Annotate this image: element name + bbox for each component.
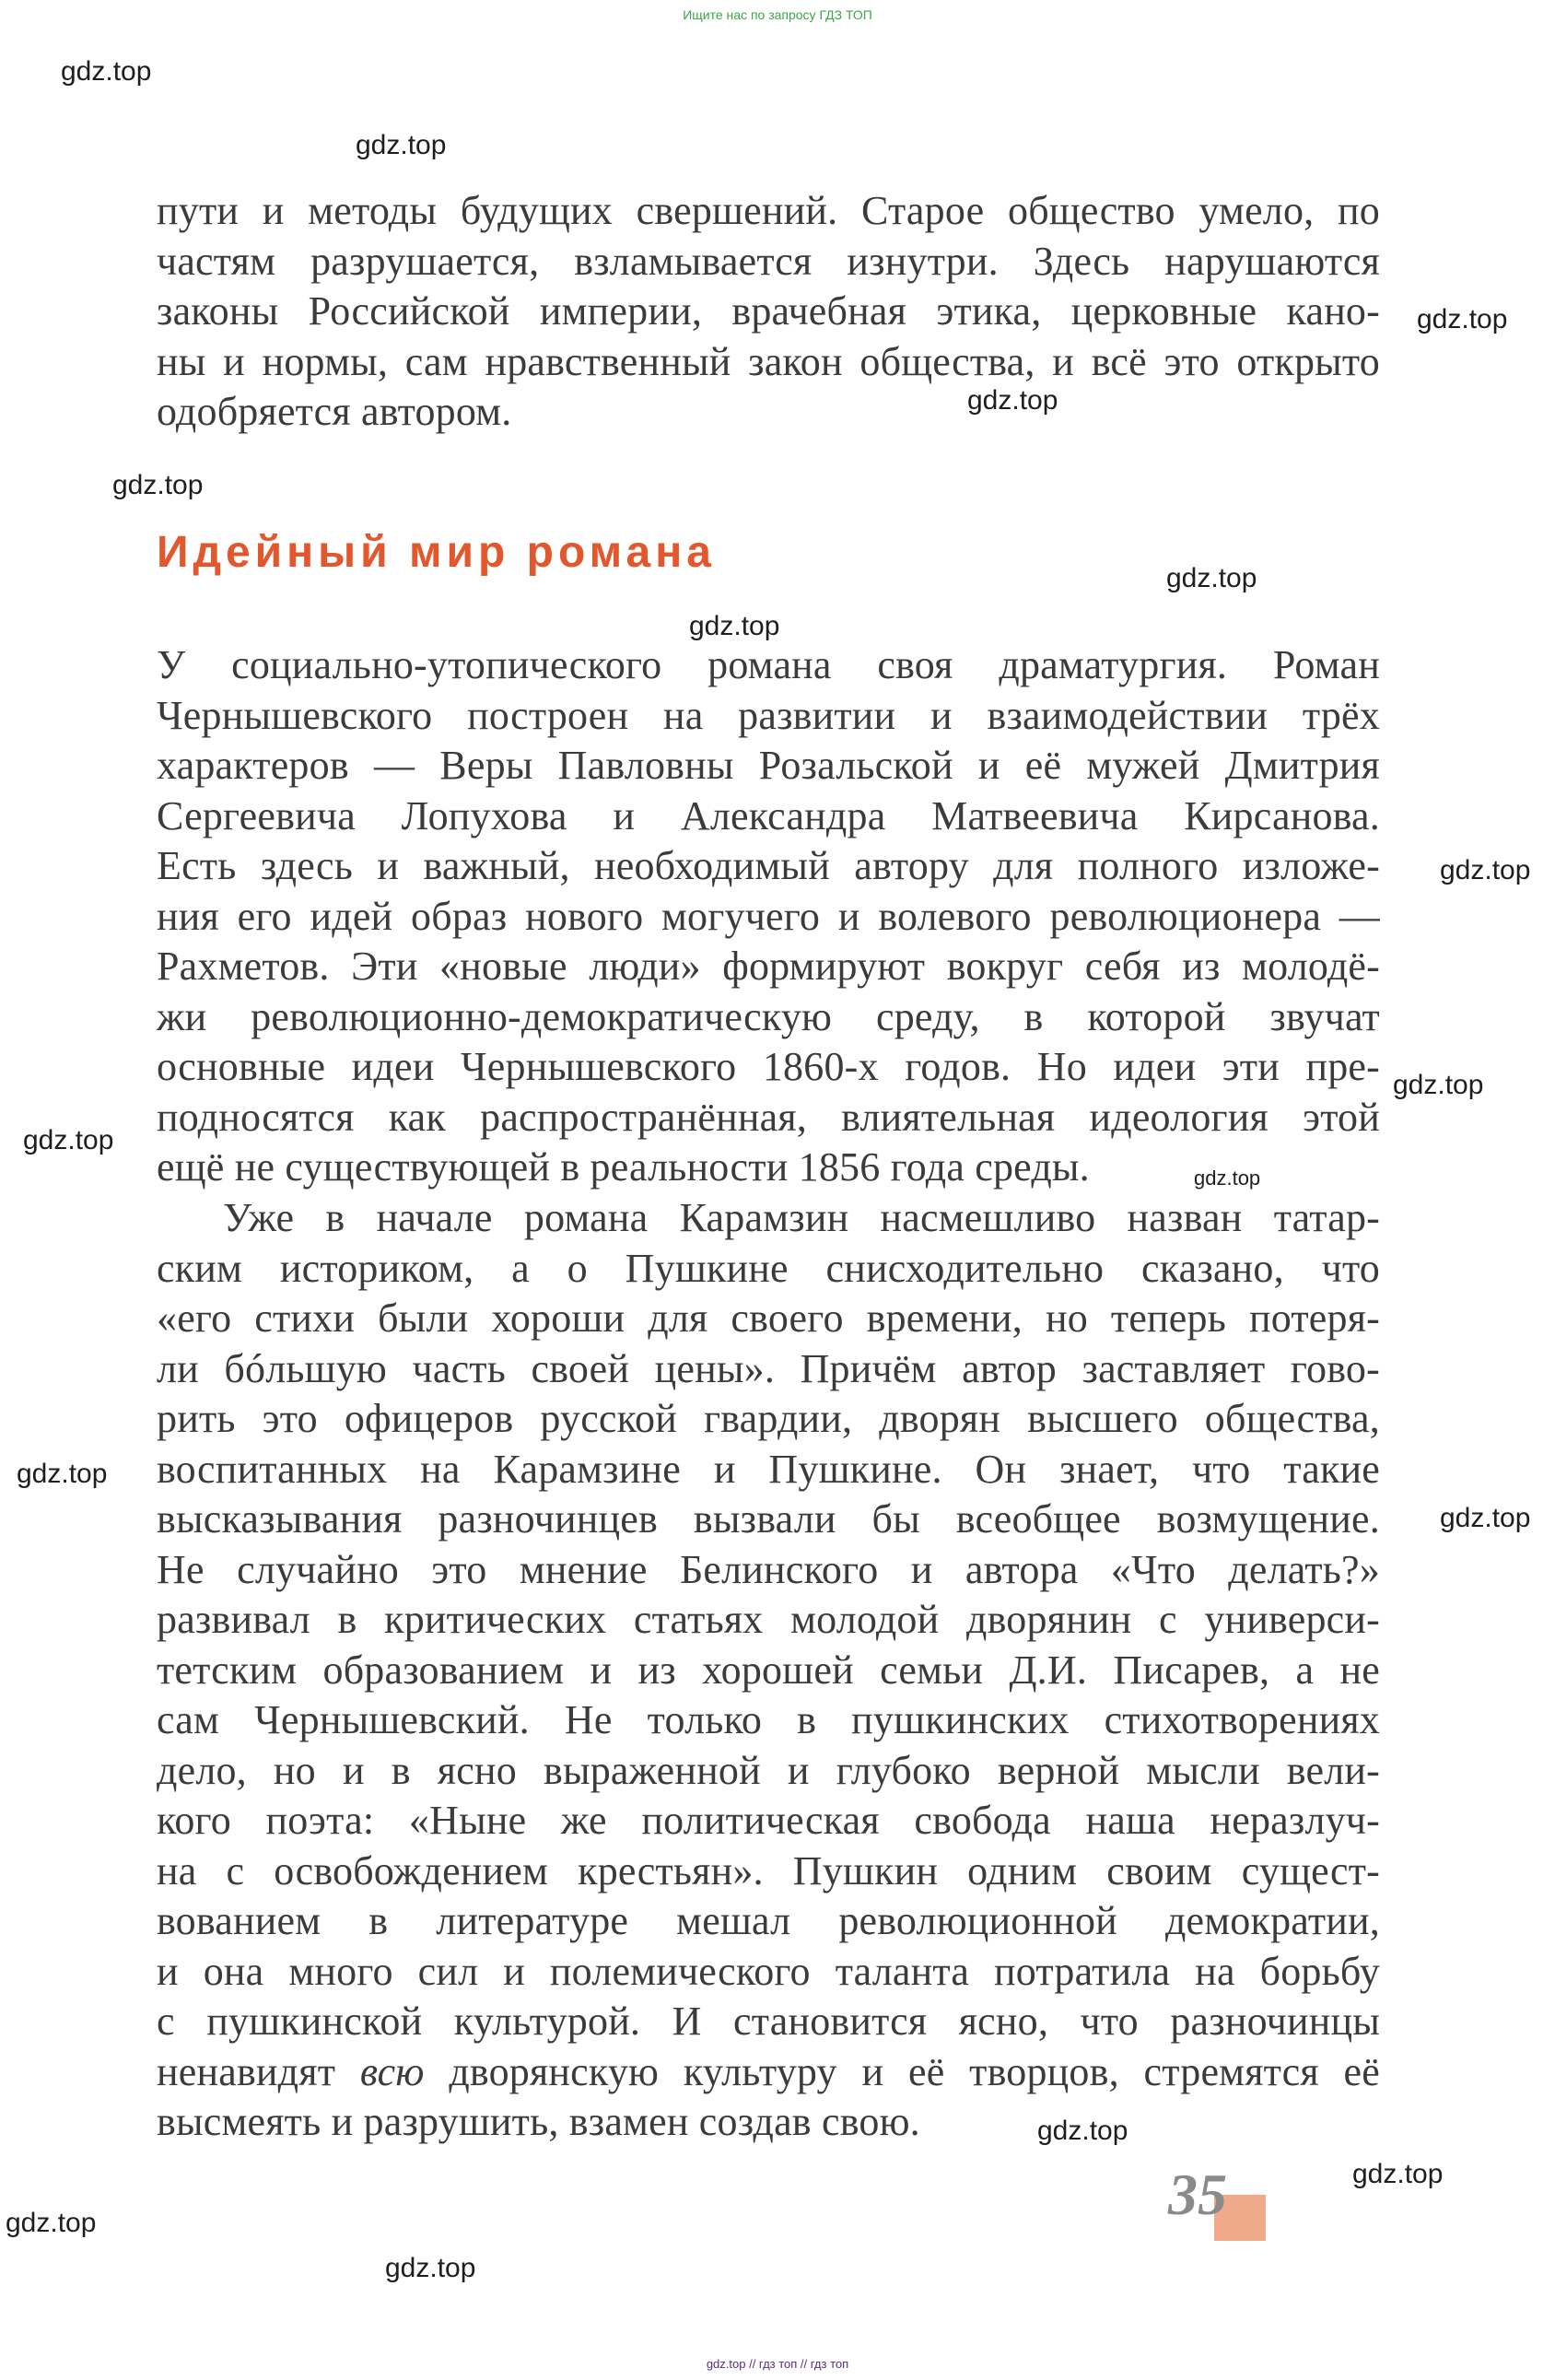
- text-line: вованием в литературе мешал революционной демократии,: [157, 1898, 1380, 1943]
- watermark: gdz.top: [1352, 2159, 1444, 2189]
- text-line: ли бóльшую часть своей цены». Причём автор заставляет гово-: [157, 1345, 1380, 1391]
- text-line: Уже в начале романа Карамзин насмешливо назван татар-: [223, 1195, 1380, 1240]
- text-line: Сергеевича Лопухова и Александра Матвеевича Кирсанова.: [157, 792, 1380, 838]
- text-line: дело, но и в ясно выраженной и глубоко верной мысли вели-: [157, 1747, 1380, 1793]
- paragraph-2: [157, 1193, 1380, 2148]
- text-line: Не случайно это мнение Белинского и автора «Что делать?»: [157, 1546, 1380, 1592]
- text-line: Есть здесь и важный, необходимый автору для полного изложе-: [157, 843, 1380, 888]
- watermark: gdz.top: [1166, 563, 1257, 593]
- text-line: рить это офицеров русской гвардии, дворян высшего общества,: [157, 1396, 1380, 1441]
- text-line: У социально-утопического романа своя драматургия. Роман: [157, 642, 1380, 687]
- text-line: тетским образованием и из хорошей семьи Д.И. Писарев, а не: [157, 1647, 1380, 1693]
- text-line: жи революционно-демократическую среду, в которой звучат: [157, 993, 1380, 1039]
- watermark: gdz.top: [689, 611, 780, 641]
- watermark: gdz.top: [6, 2208, 97, 2238]
- watermark: gdz.top: [1393, 1070, 1484, 1100]
- text-line: высказывания разночинцев вызвали бы всеобщее возмущение.: [157, 1496, 1380, 1542]
- text-line: сам Чернышевский. Не только в пушкинских стихотворениях: [157, 1697, 1380, 1742]
- watermark: gdz.top: [967, 385, 1058, 416]
- watermark: gdz.top: [1194, 1167, 1261, 1190]
- text-line: основные идеи Чернышевского 1860-х годов. Но идеи эти пре-: [157, 1044, 1380, 1089]
- text-line: Чернышевского построен на развитии и взаимодействии трёх: [157, 692, 1380, 738]
- watermark: gdz.top: [356, 130, 447, 160]
- watermark: gdz.top: [1037, 2116, 1128, 2146]
- text-line: ещё не существующей в реальности 1856 года среды.: [157, 1144, 1090, 1190]
- watermark: gdz.top: [112, 470, 204, 500]
- page-number: 35: [1168, 2162, 1227, 2227]
- text-line: характеров — Веры Павловны Розальской и её мужей Дмитрия: [157, 743, 1380, 788]
- text-line: частям разрушается, взламывается изнутри. Здесь нарушаются: [157, 238, 1380, 284]
- watermark: gdz.top: [1440, 1503, 1531, 1533]
- paragraph-1: [157, 640, 1380, 1193]
- text-line: «его стихи были хороши для своего времени, но теперь потеря-: [157, 1296, 1380, 1341]
- emphasis-word: всю: [359, 2048, 425, 2094]
- text-line: высмеять и разрушить, взамен создав свою.: [157, 2099, 920, 2144]
- text-fragment: ненавидят: [157, 2048, 360, 2094]
- text-line: кого поэта: «Ныне же политическая свобода наша неразлуч-: [157, 1798, 1380, 1843]
- watermark: gdz.top: [23, 1125, 114, 1155]
- watermark: gdz.top: [1440, 855, 1531, 885]
- text-line: развивал в критических статьях молодой дворянин с универси-: [157, 1597, 1380, 1642]
- text-line: пути и методы будущих свершений. Старое общество умело, по: [157, 188, 1380, 233]
- watermark: gdz.top: [17, 1459, 108, 1489]
- text-line: одобряется автором.: [157, 389, 512, 434]
- text-line: и она много сил и полемического таланта потратила на борьбу: [157, 1948, 1380, 1994]
- text-line: ния его идей образ нового могучего и волевого революционера —: [157, 893, 1380, 939]
- text-fragment: дворянскую культуру и её творцов, стремятся её: [424, 2048, 1380, 2094]
- text-line: с пушкинской культурой. И становится ясно, что разночинцы: [157, 1999, 1380, 2044]
- top-note: Ищите нас по запросу ГДЗ ТОП: [683, 7, 872, 22]
- text-line: на с освобождением крестьян». Пушкин одним своим сущест-: [157, 1847, 1380, 1893]
- text-line: законы Российской империи, врачебная этика, церковные кано-: [157, 288, 1380, 334]
- text-line: воспитанных на Карамзине и Пушкине. Он знает, что такие: [157, 1446, 1380, 1492]
- intro-paragraph: [157, 186, 1380, 438]
- text-line: ны и нормы, сам нравственный закон общества, и всё это открыто: [157, 338, 1380, 384]
- watermark: gdz.top: [61, 56, 152, 87]
- text-line: подносятся как распространённая, влиятельная идеология этой: [157, 1094, 1380, 1140]
- watermark: gdz.top: [1417, 304, 1508, 334]
- watermark: gdz.top: [385, 2253, 476, 2283]
- section-heading: Идейный мир романа: [157, 528, 716, 577]
- text-line: Рахметов. Эти «новые люди» формируют вокруг себя из молодё-: [157, 944, 1380, 989]
- bottom-note: gdz.top // гдз топ // гдз топ: [706, 2357, 849, 2371]
- text-line: ским историком, а о Пушкине снисходительно сказано, что: [157, 1245, 1380, 1291]
- text-line-with-emphasis: [157, 2047, 1380, 2098]
